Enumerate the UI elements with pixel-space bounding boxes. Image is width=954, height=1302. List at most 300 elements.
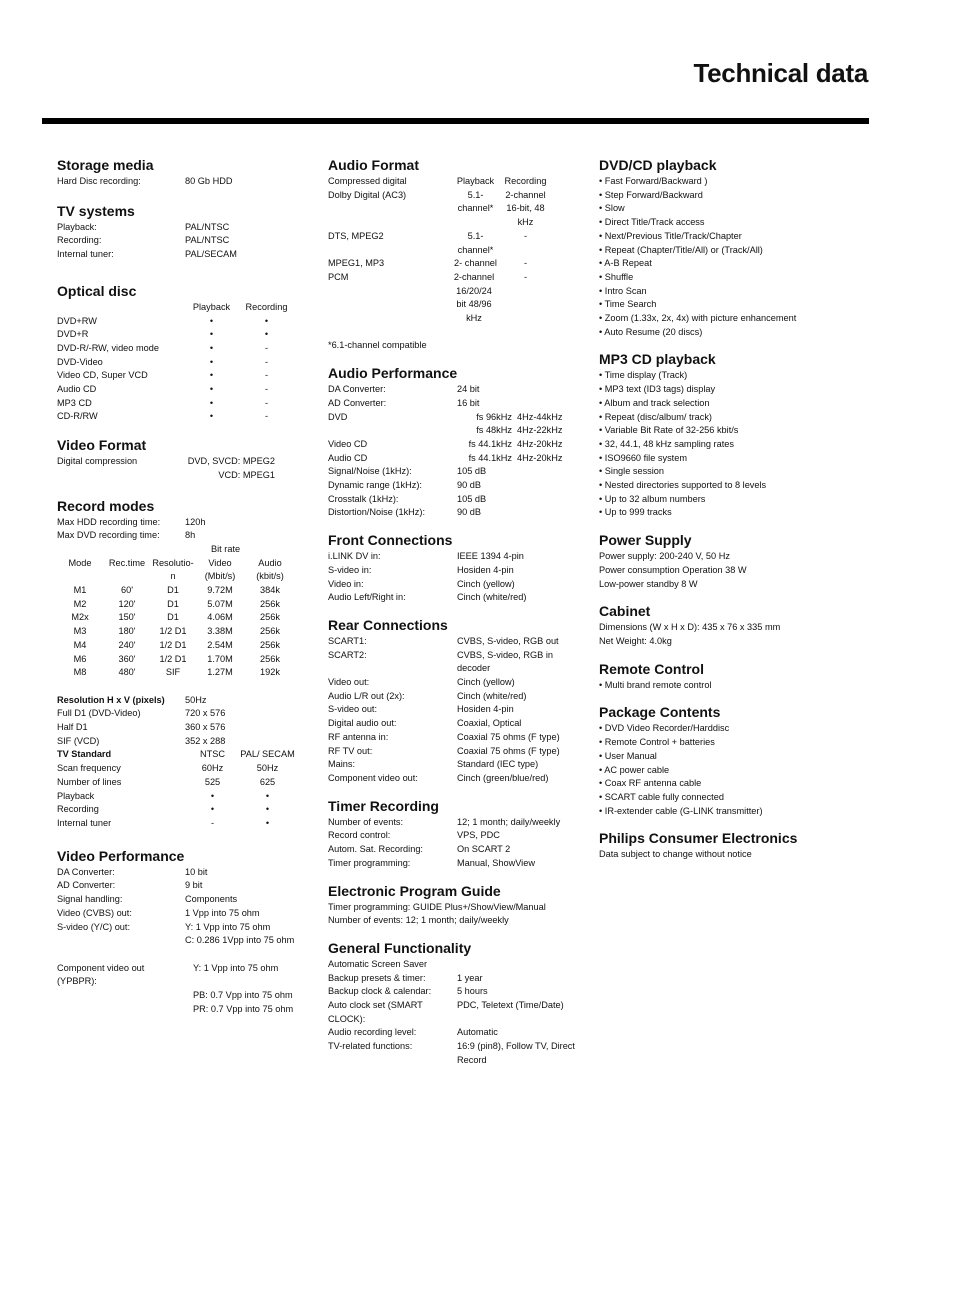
list-item: • Slow: [599, 203, 625, 214]
table-cell: [512, 465, 568, 479]
feature-list: [599, 722, 859, 818]
spec-value: Automatic: [457, 1027, 498, 1038]
table-cell: 9.72M: [207, 585, 233, 596]
section-title: Record modes: [57, 497, 155, 514]
spec-value: Cinch (yellow): [457, 677, 515, 688]
table-cell: 4Hz-20kHz: [517, 452, 563, 463]
table-cell: fs 48kHz: [476, 425, 512, 436]
list-item: • AC power cable: [599, 764, 670, 775]
table-cell: SIF: [165, 667, 181, 678]
table-cell: fs 96kHz: [476, 411, 512, 422]
table-cell: •: [209, 397, 214, 408]
spec-value: 12; 1 month; daily/weekly: [457, 816, 561, 827]
table-cell: [328, 424, 457, 438]
spec-label: S-video out:: [328, 704, 378, 715]
table-cell: Playback: [192, 301, 231, 312]
table-cell: 2-channel 16/20/24 bit 48/96 kHz: [453, 271, 495, 324]
table-cell: 480': [118, 667, 136, 678]
spec-row: [57, 221, 307, 235]
table-cell: -: [523, 271, 528, 282]
section-title: Remote Control: [599, 660, 704, 677]
spec-label: Hard Disc recording:: [57, 176, 141, 186]
remote-control-section: [599, 660, 859, 693]
table-cell: Number of lines: [57, 776, 122, 787]
table-cell: DVD+RW: [57, 315, 97, 326]
text-line: DVD, SVCD: MPEG2: [187, 456, 275, 467]
section-title: Rear Connections: [328, 616, 448, 633]
section-title: MP3 CD playback: [599, 351, 716, 368]
feature-list: [599, 175, 859, 339]
text-line: Y: 1 Vpp into 75 ohm: [193, 962, 279, 973]
text-line: Low-power standby 8 W: [599, 578, 698, 589]
dvd-cd-playback-section: [599, 156, 859, 339]
table-cell: 2- channel: [454, 258, 497, 269]
table-cell: DVD-Video: [57, 356, 103, 367]
spec-value: 80 Gb HDD: [185, 176, 233, 186]
spec-row: [328, 703, 583, 717]
spec-row: [328, 578, 583, 592]
table-cell: •: [265, 818, 270, 828]
section-title: Front Connections: [328, 532, 453, 549]
text-line: Automatic Screen Saver: [328, 958, 428, 969]
section-title: Philips Consumer Electronics: [599, 830, 798, 847]
list-item: • Nested directories supported to 8 levels: [599, 480, 767, 491]
spec-row: [57, 962, 307, 1017]
table-cell: Signal/Noise (1kHz):: [328, 466, 412, 477]
list-item: • User Manual: [599, 750, 657, 761]
section-title: Audio Format: [328, 157, 419, 173]
table-cell: PAL/ SECAM: [240, 749, 295, 760]
spec-row: [328, 676, 583, 690]
table-cell: NTSC: [199, 749, 225, 760]
video-format-table: [57, 455, 307, 482]
table-cell: 1/2 D1: [159, 639, 187, 650]
table-cell: 3.38M: [207, 626, 233, 637]
table-cell: -: [264, 342, 269, 353]
table-cell: M8: [73, 667, 87, 678]
spec-row: [328, 857, 583, 871]
spec-value: 16:9 (pin8), Follow TV, Direct Record: [457, 1041, 575, 1065]
spec-value: Cinch (white/red): [457, 592, 527, 603]
spec-value: Hosiden 4-pin: [457, 704, 514, 715]
column-2: [328, 156, 583, 1078]
table-cell: [512, 383, 568, 397]
table-cell: 16 bit: [457, 397, 480, 408]
table-cell: MP3 CD: [57, 397, 92, 408]
column-3: [599, 156, 859, 872]
spec-label: Video in:: [328, 578, 364, 589]
spec-label: Digital audio out:: [328, 718, 397, 729]
section-title: Optical disc: [57, 282, 137, 299]
table-cell: 1/2 D1: [159, 626, 187, 637]
table-cell: 1.27M: [207, 667, 233, 678]
table-cell: 352 x 288: [185, 735, 226, 746]
table-cell: 625: [259, 776, 276, 787]
spec-value: Cinch (white/red): [457, 690, 527, 701]
table-cell: -: [210, 818, 215, 828]
table-cell: 105 dB: [457, 466, 487, 477]
spec-row: [328, 843, 583, 857]
text-line: Data subject to change without notice: [599, 849, 752, 860]
spec-value: On SCART 2: [457, 844, 511, 855]
table-cell: Internal tuner: [57, 818, 112, 828]
spec-row: [328, 829, 583, 843]
table-cell: Recording: [245, 301, 288, 312]
table-cell: 5.1- channel*: [457, 230, 494, 255]
list-item: • ISO9660 file system: [599, 452, 687, 463]
spec-row: [57, 893, 307, 907]
table-cell: DVD-R/-RW, video mode: [57, 342, 159, 353]
spec-value: Standard (IEC type): [457, 759, 539, 770]
table-cell: [512, 479, 568, 493]
table-cell: [103, 543, 151, 557]
table-cell: Video CD: [328, 438, 368, 449]
spec-row: [328, 972, 583, 986]
spec-row: [57, 921, 307, 935]
table-cell: •: [209, 342, 214, 353]
tv-systems-section: [57, 202, 307, 262]
table-cell: [57, 301, 184, 315]
table-cell: CD-R/RW: [57, 411, 98, 422]
spec-row: [328, 690, 583, 704]
table-cell: 240': [118, 639, 136, 650]
table-cell: fs 44.1kHz: [468, 452, 512, 463]
table-cell: -: [264, 356, 269, 367]
spec-row: [57, 879, 307, 893]
spec-value: CVBS, S-video, RGB in decoder: [457, 649, 553, 674]
table-cell: 4.06M: [207, 612, 233, 623]
spec-value: PAL/NTSC: [185, 235, 230, 246]
table-cell: Audio CD: [328, 452, 368, 463]
table-cell: Half D1: [57, 722, 88, 733]
list-item: • Up to 32 album numbers: [599, 493, 706, 504]
table-cell: -: [523, 230, 528, 241]
spec-label: DA Converter:: [57, 866, 115, 877]
feature-list: [599, 369, 859, 520]
spec-label: Autom. Sat. Recording:: [328, 844, 423, 855]
list-item: • Remote Control + batteries: [599, 737, 715, 748]
table-cell: •: [210, 790, 215, 801]
video-format-values: [175, 455, 275, 482]
front-connections-section: [328, 531, 583, 605]
list-item: • IR-extender cable (G-LINK transmitter): [599, 805, 763, 816]
spec-row: [57, 934, 307, 948]
spec-label: Backup presets & timer:: [328, 972, 426, 983]
list-item: • Coax RF antenna cable: [599, 778, 702, 789]
table-cell: 180': [118, 626, 136, 637]
spec-value: IEEE 1394 4-pin: [457, 551, 524, 562]
spec-value: 1 year: [457, 972, 483, 983]
table-cell: 2.54M: [207, 639, 233, 650]
spec-label: Video (CVBS) out:: [57, 907, 132, 918]
table-cell: 256k: [260, 653, 280, 664]
table-cell: -: [523, 258, 528, 269]
spec-label: Video out:: [328, 677, 370, 688]
table-cell: D1: [167, 598, 179, 609]
table-cell: M3: [73, 626, 87, 637]
section-title: Audio Performance: [328, 365, 458, 382]
table-cell: •: [264, 329, 269, 340]
resolution-table: [57, 694, 307, 749]
spec-row: [328, 717, 583, 731]
audio-format-section: [328, 156, 583, 353]
table-cell: •: [209, 411, 214, 422]
spec-row: [57, 248, 307, 262]
footnote: *6.1-channel compatible: [328, 340, 427, 351]
table-cell: •: [265, 804, 270, 815]
table-cell: Distortion/Noise (1kHz):: [328, 507, 426, 518]
spec-row: [57, 866, 307, 880]
video-performance-section: [57, 847, 307, 1017]
text-line: PR: 0.7 Vpp into 75 ohm: [193, 1003, 294, 1014]
table-cell: Recording: [504, 176, 547, 186]
spec-label: Playback:: [57, 221, 97, 232]
spec-value: 8h: [185, 530, 196, 541]
list-item: • Album and track selection: [599, 397, 710, 408]
list-item: • Next/Previous Title/Track/Chapter: [599, 230, 742, 241]
table-cell: Recording: [57, 804, 99, 815]
spec-value: [193, 962, 307, 1017]
text-line: PB: 0.7 Vpp into 75 ohm: [193, 990, 293, 1000]
spec-value: 1 Vpp into 75 ohm: [185, 907, 260, 918]
table-cell: •: [209, 329, 214, 340]
text-line: Timer programming: GUIDE Plus+/ShowView/Manual: [328, 901, 546, 912]
spec-value: 5 hours: [457, 986, 488, 997]
table-cell: -: [264, 411, 269, 422]
table-cell: 1.70M: [207, 653, 233, 664]
list-item: • SCART cable fully connected: [599, 791, 724, 802]
storage-media-section: [57, 156, 307, 189]
table-cell: •: [210, 804, 215, 815]
optical-disc-section: [57, 282, 307, 424]
table-cell: 4Hz-20kHz: [517, 438, 563, 449]
spec-row: [57, 529, 307, 543]
table-cell: DA Converter:: [328, 384, 386, 395]
list-item: • Zoom (1.33x, 2x, 4x) with picture enhancement: [599, 313, 797, 324]
table-cell: 5.07M: [207, 598, 233, 609]
table-cell: Bit rate: [211, 543, 241, 554]
table-cell: 384k: [260, 585, 280, 596]
table-cell: 360 x 576: [185, 722, 226, 733]
text-line: Net Weight: 4.0kg: [599, 635, 672, 646]
table-cell: 90 dB: [457, 507, 482, 518]
table-cell: 1/2 D1: [159, 653, 187, 664]
spec-value: Coaxial 75 ohms (F type): [457, 731, 560, 742]
spec-label: Max HDD recording time:: [57, 516, 161, 527]
spec-label: S-video in:: [328, 564, 372, 575]
table-cell: Resolutio-n: [152, 557, 194, 582]
table-cell: TV Standard: [57, 749, 112, 760]
spec-label: Record control:: [328, 830, 391, 841]
spec-value: Components: [185, 894, 238, 905]
package-contents-section: [599, 703, 859, 818]
spec-label: S-video (Y/C) out:: [57, 921, 131, 932]
spec-value: Coaxial, Optical: [457, 718, 522, 729]
spec-label: Component video out (YPBPR):: [57, 962, 145, 987]
table-cell: 60': [121, 585, 133, 596]
table-cell: -: [264, 370, 269, 381]
table-cell: [512, 493, 568, 507]
section-title: Power Supply: [599, 532, 692, 549]
spec-label: AD Converter:: [57, 880, 116, 891]
table-cell: SIF (VCD): [57, 735, 100, 746]
spec-row: [328, 999, 583, 1026]
table-cell: M2: [73, 598, 87, 609]
table-cell: MPEG1, MP3: [328, 258, 385, 269]
table-cell: 24 bit: [457, 384, 480, 395]
spec-value: VPS, PDC: [457, 830, 500, 841]
table-cell: 90 dB: [457, 480, 482, 491]
video-format-section: [57, 436, 307, 482]
table-cell: [512, 397, 568, 411]
spec-row: [57, 516, 307, 530]
spec-value: PDC, Teletext (Time/Date): [457, 1000, 564, 1011]
spacer: [57, 680, 307, 694]
table-cell: 525: [204, 776, 221, 787]
spec-label: Number of events:: [328, 816, 404, 827]
spec-row: [328, 758, 583, 772]
table-cell: fs 44.1kHz: [468, 438, 512, 449]
table-cell: AD Converter:: [328, 397, 387, 408]
table-cell: Mode: [68, 557, 92, 568]
audio-performance-table: [328, 383, 583, 520]
spec-label: Timer programming:: [328, 857, 411, 868]
table-cell: Digital compression: [57, 456, 138, 467]
section-title: Storage media: [57, 157, 154, 173]
table-cell: Compressed digital: [328, 176, 407, 186]
spec-label: Audio Left/Right in:: [328, 592, 406, 603]
spec-label: RF antenna in:: [328, 731, 389, 742]
rear-connections-section: [328, 616, 583, 786]
record-modes-table: [57, 543, 307, 680]
table-cell: 50Hz: [185, 694, 207, 705]
table-cell: Crosstalk (1kHz):: [328, 493, 399, 504]
table-cell: 4Hz-22kHz: [517, 425, 563, 436]
spec-value: PAL/SECAM: [185, 249, 237, 260]
spec-row: [328, 1026, 583, 1040]
table-cell: 120': [118, 598, 136, 609]
table-cell: -: [264, 397, 269, 408]
table-cell: 256k: [260, 639, 280, 650]
spec-label: Component video out:: [328, 773, 418, 783]
table-cell: Scan frequency: [57, 763, 121, 774]
section-title: Package Contents: [599, 704, 721, 721]
table-cell: Audio (kbit/s): [256, 557, 284, 582]
section-title: Video Format: [57, 437, 147, 454]
spec-value: 9 bit: [185, 880, 203, 891]
table-cell: •: [209, 384, 214, 395]
text-line: Number of events: 12; 1 month; daily/weekly: [328, 915, 509, 926]
table-cell: •: [209, 370, 214, 381]
spec-label: SCART1:: [328, 635, 367, 646]
section-title: TV systems: [57, 202, 135, 219]
spec-row: [328, 745, 583, 759]
spec-value: CVBS, S-video, RGB out: [457, 635, 559, 646]
tv-standard-table: [57, 748, 307, 830]
table-cell: Resolution H x V (pixels): [57, 694, 165, 705]
spec-label: Mains:: [328, 759, 356, 770]
table-cell: -: [264, 384, 269, 395]
section-title: Cabinet: [599, 603, 651, 620]
table-cell: [57, 543, 103, 557]
table-cell: M4: [73, 639, 87, 650]
section-title: Video Performance: [57, 847, 185, 864]
spec-row: [328, 649, 583, 676]
table-cell: •: [265, 790, 270, 801]
record-modes-section: [57, 497, 307, 831]
spec-row: [328, 635, 583, 649]
spacer: [57, 948, 307, 962]
spec-value: Cinch (green/blue/red): [457, 773, 549, 783]
mp3-cd-playback-section: [599, 350, 859, 520]
spec-label: Audio L/R out (2x):: [328, 690, 405, 701]
table-cell: PCM: [328, 271, 349, 282]
general-functionality-section: [328, 939, 583, 1068]
table-cell: D1: [167, 585, 179, 596]
spec-label: Audio recording level:: [328, 1027, 417, 1038]
list-item: • Direct Title/Track access: [599, 217, 705, 228]
table-cell: DVD: [328, 411, 348, 422]
table-cell: Audio CD: [57, 384, 97, 395]
list-item: • DVD Video Recorder/Harddisc: [599, 723, 730, 734]
spec-row: [328, 731, 583, 745]
spec-label: SCART2:: [328, 649, 367, 660]
table-cell: Rec.time: [108, 557, 146, 568]
audio-performance-section: [328, 364, 583, 520]
table-cell: Video CD, Super VCD: [57, 370, 148, 381]
spec-row: [328, 985, 583, 999]
spec-label: Signal handling:: [57, 894, 123, 905]
table-cell: 720 x 576: [185, 708, 226, 719]
table-cell: 256k: [260, 626, 280, 637]
table-cell: 150': [118, 612, 136, 623]
table-cell: •: [209, 356, 214, 367]
spec-value: 120h: [185, 516, 206, 527]
spec-label: Internal tuner:: [57, 249, 114, 260]
text-line: Dimensions (W x H x D): 435 x 76 x 335 mm: [599, 622, 781, 633]
spec-value: Y: 1 Vpp into 75 ohm: [185, 921, 271, 932]
list-item: • Fast Forward/Backward ): [599, 176, 708, 186]
table-cell: DVD+R: [57, 329, 89, 340]
power-supply-section: [599, 531, 859, 591]
table-cell: 5.1- channel*: [457, 189, 494, 214]
feature-list: [599, 679, 859, 693]
list-item: • Repeat (disc/album/ track): [599, 411, 712, 422]
table-cell: 4Hz-44kHz: [517, 411, 563, 422]
page-title: Technical data: [693, 58, 868, 88]
table-cell: Dolby Digital (AC3): [328, 189, 407, 200]
list-item: • Time display (Track): [599, 370, 688, 381]
text-line: Power supply: 200-240 V, 50 Hz: [599, 551, 730, 562]
section-title: General Functionality: [328, 939, 472, 956]
table-cell: 256k: [260, 598, 280, 609]
table-cell: D1: [167, 612, 179, 623]
cabinet-section: [599, 602, 859, 648]
table-cell: Dynamic range (1kHz):: [328, 480, 422, 491]
table-cell: •: [264, 315, 269, 326]
list-item: • Single session: [599, 466, 665, 477]
spec-label: Max DVD recording time:: [57, 530, 160, 541]
timer-recording-section: [328, 797, 583, 871]
spec-row: [57, 907, 307, 921]
spec-row: [57, 175, 307, 189]
spec-label: [57, 934, 185, 948]
list-item: • 32, 44.1, 48 kHz sampling rates: [599, 438, 734, 449]
spec-label: i.LINK DV in:: [328, 551, 381, 562]
spec-value: C: 0.286 1Vpp into 75 ohm: [185, 935, 295, 946]
table-cell: [512, 506, 568, 520]
column-1: [57, 156, 307, 1026]
